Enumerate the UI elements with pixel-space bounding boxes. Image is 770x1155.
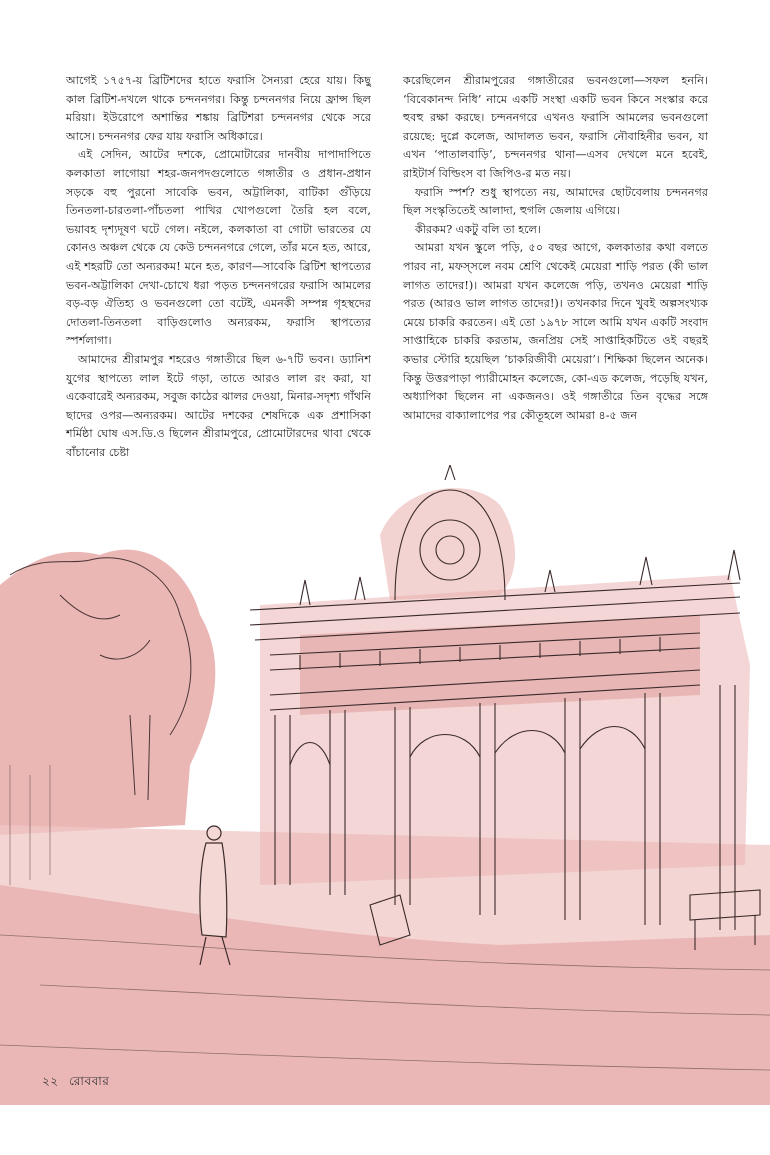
article-column-right [403, 72, 708, 425]
right-paragraph-4: আমরা যখন স্কুলে পড়ি, ৫০ বছর আগে, কলকাতার কথা বলতে পারব না, মফস্‌সলে নবম শ্রেণি থেকেই মেয়েরা শাড়ি পরত (কী ভাল লাগত তাদের!)। আমরা যখন কলেজে পড়ি, তখনও মেয়েরা শাড়ি পরত (আরও ভাল লাগত তাদের!)। তখনকার দিনে খুবই অল্পসংখ্যক মেয়ে চাকরি করতেন। এই তো ১৯৭৮ সালে আমি যখন একটি সংবাদ সাপ্তাহিকে চাকরি করতাম, জনপ্রিয় সেই সাপ্তাহিকটিতে ওই বছরই কভার স্টোরি হয়েছিল ‘চাকরিজীবী মেয়েরা’। শিক্ষিকা ছিলেন অনেক। কিন্তু উত্তরপাড়া প্যারীমোহন কলেজে, কো-এড কলেজ, পড়েছি যখন, অধ্যাপিকা ছিলেন না একজনও। ওই গঙ্গাতীরে তিন বৃদ্ধের সঙ্গে আমাদের বাক্যালাপের পর কৌতূহলে আমরা ৪-৫ জন [403, 241, 708, 422]
page-footer [42, 1073, 109, 1093]
right-paragraph-3: কীরকম? একটু বলি তা হলে। [415, 222, 541, 236]
heritage-building-illustration [0, 465, 770, 1105]
magazine-name: রোববার [68, 1074, 110, 1088]
left-paragraph-1: আগেই ১৭৫৭-য় ব্রিটিশদের হাতে ফরাসি সৈন্যরা হেরে যায়। কিছু কাল ব্রিটিশ-দখলে থাকে চন্দননগর। কিন্তু চন্দননগর নিয়ে ফ্রান্স ছিল মরিয়া। ইউরোপে অশান্তির শঙ্কায় ব্রিটিশরা চন্দননগর থেকে সরে আসে। চন্দননগর ফের যায় ফরাসি অধিকারে। [66, 74, 371, 143]
right-paragraph-2: ফরাসি স্পর্শ? শুধু স্থাপত্যে নয়, আমাদের ছোটবেলায় চন্দননগর ছিল সংস্কৃতিতেই আলাদা, হুগলি জেলায় এগিয়ে। [403, 185, 708, 218]
page-number: ২২ [42, 1074, 59, 1088]
left-paragraph-2: এই সেদিন, আটের দশকে, প্রোমোটারের দানবীয় দাপাদাপিতে কলকাতা লাগোয়া শহর-জনপদগুলোতে গঙ্গাতীর ও প্রধান-প্রধান সড়কে বহু পুরনো সাবেকি ভবন, অট্টালিকা, বাটিকা গুঁড়িয়ে তিনতলা-চারতলা-পাঁচতলা পাখির খোপগুলো তৈরি হল বলে, ভয়াবহ দৃশ্যদূষণ ঘটে গেল। নইলে, কলকাতা বা গোটা ভারতের যে কোনও অঞ্চল থেকে যে কেউ চন্দননগরে গেলে, তাঁর মনে হত, আরে, এই শহরটি তো অন্যরকম! মনে হত, কারণ—সাবেকি ব্রিটিশ স্থাপত্যের ভবন-অট্টালিকা দেখা-চোখে ধরা পড়ত চন্দননগরের ফরাসি আমলের বড়-বড় ঐতিহ্য ও ভবনগুলো তো বটেই, এমনকী সম্পন্ন গৃহস্থদের দোতলা-তিনতলা বাড়িগুলোও অন্যরকম, ফরাসি স্থাপত্যের স্পর্শলাগা। [66, 148, 371, 348]
right-paragraph-1: করেছিলেন শ্রীরামপুরের গঙ্গাতীরের ভবনগুলো—সফল হননি। ‘বিবেকানন্দ নিধি’ নামে একটি সংস্থা একটি ভবন কিনে সংস্কার করে হুবহু রক্ষা করছে। চন্দননগরে এখনও ফরাসি আমলের ভবনগুলো রয়েছে: দুপ্লে কলেজ, আদালত ভবন, ফরাসি নৌবাহিনীর ভবন, যা এখন ‘পাতালবাড়ি’, চন্দননগর থানা—এসব দেখলে মনে হবেই, রাইটার্স বিল্ডিংস বা জিপিও-র মত নয়। [403, 74, 708, 180]
article-column-left [66, 72, 371, 462]
left-paragraph-3: আমাদের শ্রীরামপুর শহরেও গঙ্গাতীরে ছিল ৬-৭টি ভবন। ড্যানিশ যুগের স্থাপত্যে লাল ইটে গড়া, তাতে আরও লাল রং করা, যা একেবারেই অন্যরকম, সবুজ কাঠের ঝালর দেওয়া, মিনার-সদৃশ্য গাঁথনি ছাদের ওপর—অন্যরকম। আটের দশকের শেষদিকে এক প্রশাসিকা শর্মিষ্ঠা ঘোষ এস.ডি.ও ছিলেন শ্রীরামপুরে, প্রোমোটারদের থাবা থেকে বাঁচানোর চেষ্টা [66, 352, 371, 459]
